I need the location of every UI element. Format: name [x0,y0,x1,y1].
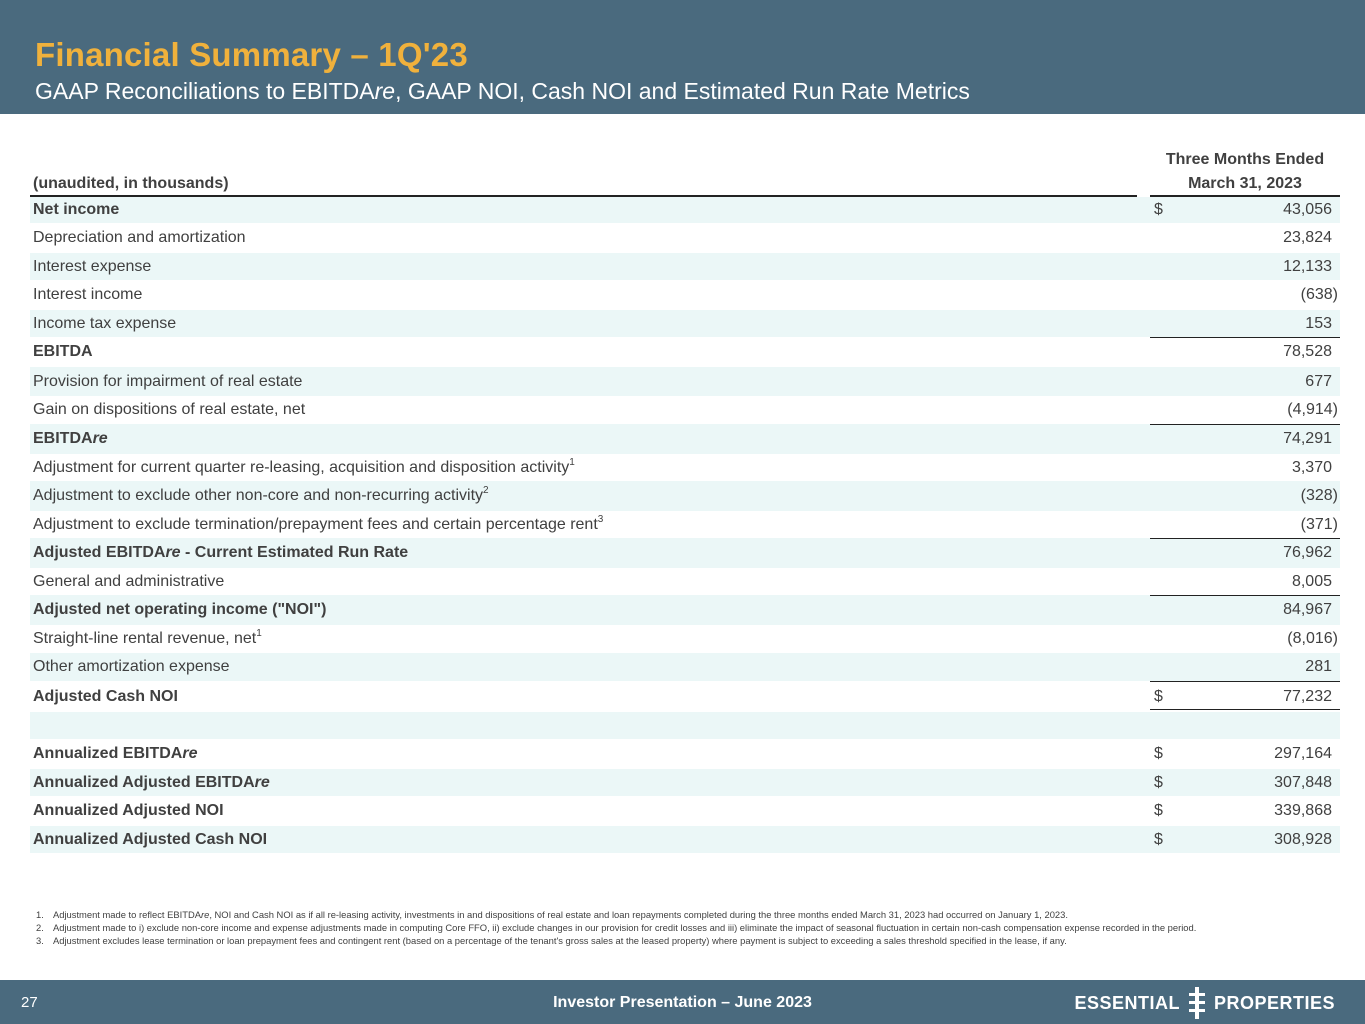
row-value: 43,056 [1283,201,1332,218]
row-label: Depreciation and amortization [33,229,246,246]
table-row [30,396,1340,424]
label-text: Straight-line rental revenue, net [33,630,257,647]
row-label: Annualized Adjusted NOI [33,802,224,819]
footnote [36,934,1336,947]
row-label: Interest expense [33,257,152,275]
footnote [36,908,1336,921]
label-text: Adjusted EBITDA [33,544,166,561]
subtitle-italic: re [374,78,396,104]
row-value: 339,868 [1274,802,1332,819]
row-value: (371) [1300,515,1338,533]
row-label: EBITDA [33,343,93,360]
label-text: EBITDA [33,430,93,447]
row-label [33,745,197,763]
header-banner [0,0,1365,114]
page-title: Financial Summary – 1Q'23 [35,36,468,73]
company-logo [1074,987,1335,1019]
table-row [30,253,1340,280]
currency-symbol: $ [1154,830,1163,848]
label-italic: re [92,430,108,447]
subtotal-rule [1150,595,1340,596]
table-row [30,826,1340,853]
table-row [30,337,1340,367]
row-value: 12,133 [1283,257,1332,275]
row-label: Gain on dispositions of real estate, net [33,401,306,418]
row-value: 3,370 [1291,458,1332,476]
table-row [30,424,1340,454]
table-row [30,653,1340,681]
row-value: 84,967 [1283,601,1332,618]
footnote-number: 3. [36,935,44,946]
presentation-title: Investor Presentation – June 2023 [553,994,812,1011]
column-header-period: Three Months Ended [1165,151,1325,168]
label-italic: re [165,544,181,561]
spacer-row [30,712,1340,739]
row-value: 77,232 [1283,687,1332,705]
logo-mark-icon [1189,987,1205,1019]
footnote-ref: 2 [483,485,489,496]
logo-text-right: PROPERTIES [1213,992,1335,1013]
footnote-ref: 1 [569,456,575,468]
row-label [33,487,489,505]
table-row [30,796,1340,826]
row-value: 74,291 [1283,430,1332,447]
table-row [30,481,1340,511]
footnote-number: 2. [36,922,44,933]
row-value: (4,914) [1287,401,1338,418]
subtotal-rule [1150,681,1340,682]
footnote-number: 1. [36,909,44,920]
row-label [33,456,575,477]
row-value: 153 [1305,314,1332,332]
currency-symbol: $ [1154,802,1163,819]
row-value: 281 [1305,658,1332,675]
logo-text-left: ESSENTIAL [1074,992,1180,1013]
label-text: Adjustment for current quarter re-leasing, acquisition and disposition activity [33,458,570,476]
footnote-text: Adjustment excludes lease termination or loan prepayment fees and contingent rent (based on a percentage of the tenant's gross sales at the leased property) where payment is subject to exceeding a sales threshold specified in the lease, if any. [53,935,1067,946]
footnote-ref: 1 [256,628,262,639]
row-label: Adjusted net operating income ("NOI") [33,601,327,618]
row-value: 76,962 [1283,544,1332,561]
footnote-text-rest: , NOI and Cash NOI as if all re-leasing activity, investments in and dispositions of real estate and loan repayments completed during the three months ended March 31, 2023 had occurred on January 1, 2023. [209,909,1068,920]
row-value: 297,164 [1274,745,1332,762]
footnote [36,921,1336,934]
label-text: Adjustment to exclude termination/prepayment fees and certain percentage rent [33,515,598,533]
label-italic: re [182,745,198,762]
row-label: Other amortization expense [33,658,230,675]
subtitle-text: GAAP Reconciliations to EBITDA [35,78,375,104]
footnote-ref: 3 [597,513,604,525]
label-text-rest: - Current Estimated Run Rate [180,544,409,561]
label-text: Annualized EBITDA [33,745,183,762]
row-label [33,544,408,562]
row-value: 677 [1305,372,1332,390]
currency-symbol: $ [1154,687,1163,705]
column-header-date: March 31, 2023 [1188,175,1302,192]
page-subtitle [35,78,970,105]
table-row [30,280,1340,310]
row-value: (328) [1300,487,1338,504]
footnote-text-part: Adjustment made to reflect EBITDA [53,909,201,920]
row-value: 23,824 [1283,229,1332,246]
row-label [33,774,270,792]
reconciliation-table [30,197,1340,853]
table-row [30,454,1340,481]
row-label: Adjusted Cash NOI [33,687,178,705]
table-row [30,681,1340,712]
table-row [30,538,1340,568]
table-row [30,625,1340,653]
table-row [30,223,1340,253]
footnote-text [53,908,1336,921]
row-value: 308,928 [1274,830,1332,848]
footnote-italic: re [200,909,210,920]
row-value: 307,848 [1274,773,1332,791]
page-number: 27 [21,994,38,1011]
row-value: 8,005 [1291,572,1332,590]
table-row [30,568,1340,595]
row-label: General and administrative [33,572,225,590]
footer-bar [0,980,1365,1024]
row-label: Annualized Adjusted Cash NOI [33,830,268,848]
currency-symbol: $ [1154,745,1163,762]
footnotes [36,908,1336,947]
units-label: (unaudited, in thousands) [33,175,229,192]
subtotal-rule [1150,424,1340,425]
label-text: Adjustment to exclude other non-core and non-recurring activity [33,487,484,504]
label-italic: re [254,773,270,791]
row-label [33,430,108,448]
row-value: (8,016) [1287,630,1338,647]
label-text: Annualized Adjusted EBITDA [33,773,255,791]
table-row [30,197,1340,223]
currency-symbol: $ [1154,773,1163,791]
footnote-text: Adjustment made to i) exclude non-core income and expense adjustments made in computing Core FFO, ii) exclude changes in our provision for credit losses and iii) eliminate the impact of seasonal fluctuation in certain non-cash compensation expense recorded in the period. [53,922,1197,933]
row-label: Income tax expense [33,314,177,332]
row-value: 78,528 [1283,343,1332,360]
subtotal-rule [1150,337,1340,338]
table-row [30,310,1340,337]
row-label: Interest income [33,286,143,303]
table-row [30,739,1340,769]
row-label: Net income [33,201,120,218]
table-row [30,511,1340,538]
row-label [33,630,262,648]
table-row [30,595,1340,625]
table-row [30,769,1340,796]
row-label [33,513,604,534]
table-row [30,367,1340,396]
row-value: (638) [1300,286,1338,303]
subtotal-rule [1150,538,1340,539]
currency-symbol: $ [1154,201,1163,218]
subtitle-text-rest: , GAAP NOI, Cash NOI and Estimated Run Rate Metrics [395,78,970,104]
row-label: Provision for impairment of real estate [33,372,303,390]
